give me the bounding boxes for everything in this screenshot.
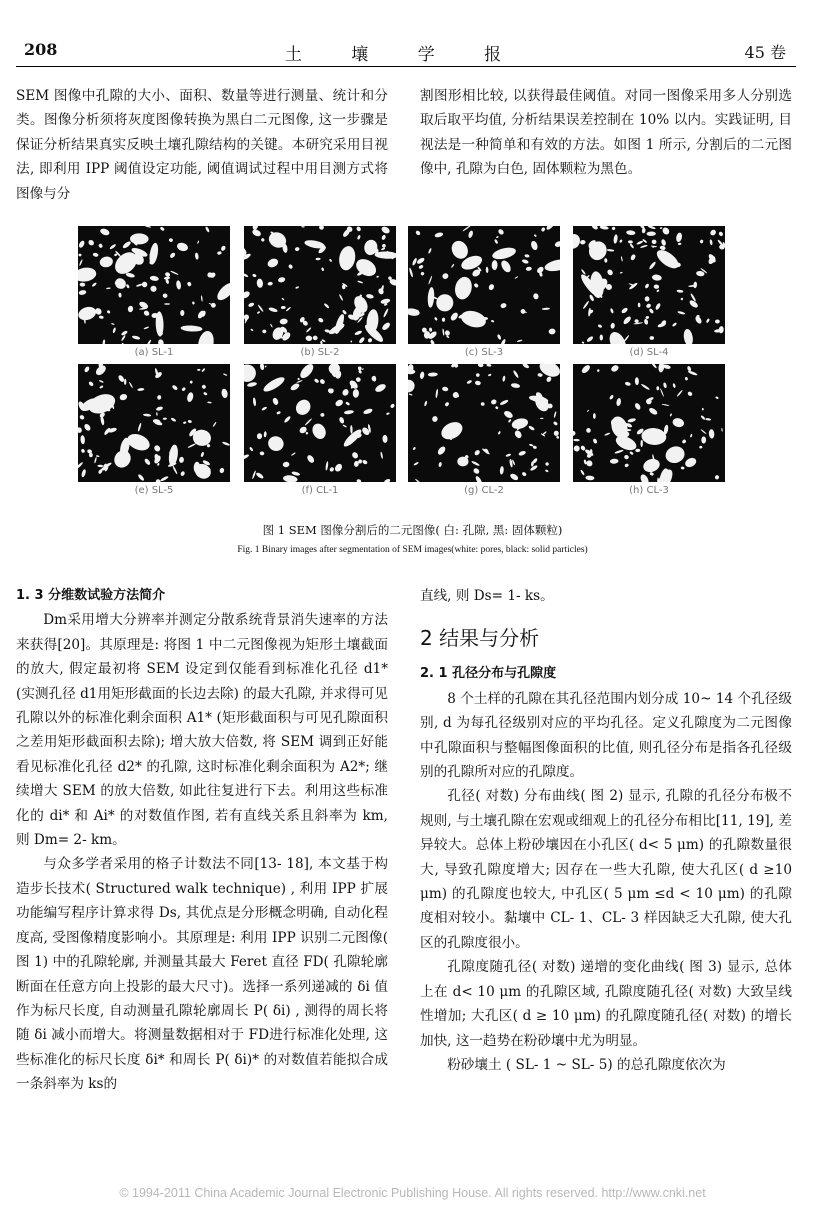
- bottom-right-column: [420, 584, 792, 1077]
- paragraph: 粉砂壤土 ( SL- 1 ~ SL- 5) 的总孔隙度依次为: [447, 1056, 726, 1073]
- header-rule: [16, 66, 796, 67]
- paragraph: 8 个土样的孔隙在其孔径范围内划分成 10~ 14 个孔径级别, d 为每孔径级别对应的平均孔径。定义孔隙度为二元图像中孔隙面积与整幅图像面积的比值, 则孔径分布是指各孔径级别的孔隙所对应的孔隙度。: [420, 690, 792, 781]
- binary-image: [78, 226, 230, 344]
- paragraph: Dm采用增大分辨率并测定分散系统背景消失速率的方法来获得[20]。其原理是: 将图 1 中二元图像视为矩形土壤截面的放大, 假定最初将 SEM 设定到仅能看到标准化孔径 d1* (实测孔径 d1用矩形截面的长边去除) 的最大孔隙, 并求得可见孔隙以外的标准化剩余面积 A1* (矩形截面积与可见孔隙面积之差用矩形截面积去除); 增大放大倍数, 将 SEM 调到正好能看见标准化孔径 d2* 的孔隙, 这时标准化剩余面积为 A2*; 继续增大 SEM 的放大倍数, 如此往复进行下去。利用这些标准化的 di* 和 Ai* 的对数值作图, 若有直线关系且斜率为 km, 则 Dm= 2- km。: [16, 612, 388, 849]
- binary-image: [573, 226, 725, 344]
- binary-image: [244, 364, 396, 482]
- binary-image-panel: [244, 364, 396, 482]
- panel-label: (h) CL-3: [629, 485, 669, 496]
- figure-caption-en: Fig. 1 Binary images after segmentation of SEM images(white: pores, black: solid particles): [237, 545, 588, 555]
- panel-label: (d) SL-4: [629, 347, 669, 358]
- binary-image-panel: [573, 364, 725, 482]
- paragraph: 与众多学者采用的格子计数法不同[13- 18], 本文基于构造步长技术( Structured walk technique) , 利用 IPP 扩展功能编写程序计算求得 Ds, 其优点是分形概念明确, 自动化程度高, 受图像精度影响小。其原理是: 利用 IPP 识别二元图像( 图 1) 中的孔隙轮廓, 并测量其最大 Feret 直径 FD( 孔隙轮廓断面在任意方向上投影的最大尺寸)。选择一系列递减的 δi 值作为标尺长度, 自动测量孔隙轮廓周长 P( δi) , 测得的周长将随 δi 减小而增大。将测量数据相对于 FD进行标准化处理, 这些标准化的标尺长度 δi* 和周长 P( δi)* 的对数值若能拟合成一条斜率为 ks的: [16, 856, 388, 1093]
- top-left-column: [16, 84, 388, 206]
- journal-title: 土 壤 学 报: [284, 45, 524, 65]
- binary-image: [78, 364, 230, 482]
- binary-image-panel: [244, 226, 396, 344]
- volume-label: 45 卷: [744, 43, 786, 62]
- section-heading-2: 2 结果与分析: [420, 626, 540, 651]
- panel-label: (c) SL-3: [464, 347, 504, 358]
- paragraph-continuation: 直线, 则 Ds= 1- ks。: [420, 588, 554, 604]
- binary-image-panel: [78, 226, 230, 344]
- binary-image: [244, 226, 396, 344]
- panel-label: (f) CL-1: [301, 485, 339, 496]
- bottom-left-column: [16, 584, 388, 1097]
- figure-1: [78, 226, 748, 508]
- panel-label: (g) CL-2: [464, 485, 504, 496]
- binary-image: [573, 364, 725, 482]
- binary-image: [408, 226, 560, 344]
- panel-label: (b) SL-2: [300, 347, 340, 358]
- paragraph: SEM 图像中孔隙的大小、面积、数量等进行测量、统计和分类。图像分析须将灰度图像转换为黑白二元图像, 这一步骤是保证分析结果真实反映土壤孔隙结构的关键。本研究采用目视法, 即利用 IPP 阈值设定功能, 阈值调试过程中用目测方式将图像与分: [16, 88, 388, 202]
- page-header: [16, 40, 792, 66]
- panel-label: (e) SL-5: [134, 485, 174, 496]
- top-right-column: [420, 84, 792, 182]
- copyright-footer: © 1994-2011 China Academic Journal Electronic Publishing House. All rights reserved. http://www.cnki.net: [119, 1186, 706, 1200]
- binary-image-panel: [408, 364, 560, 482]
- binary-image: [408, 364, 560, 482]
- paragraph: 割图形相比较, 以获得最佳阈值。对同一图像采用多人分别选取后取平均值, 分析结果误差控制在 10% 以内。实践证明, 目视法是一种简单和有效的方法。如图 1 所示, 分割后的二元图像中, 孔隙为白色, 固体颗粒为黑色。: [420, 88, 792, 178]
- paragraph: 孔隙度随孔径( 对数) 递增的变化曲线( 图 3) 显示, 总体上在 d< 10 μm 的孔隙区域, 孔隙度随孔径( 对数) 大致呈线性增加; 大孔区( d ≥ 10 μm) 的孔隙度随孔径( 对数) 的增长加快, 这一趋势在粉砂壤中尤为明显。: [420, 959, 792, 1049]
- binary-image-panel: [573, 226, 725, 344]
- paragraph: 孔径( 对数) 分布曲线( 图 2) 显示, 孔隙的孔径分布极不规则, 与土壤孔隙在宏观或细观上的孔径分布相比[11, 19], 差异较大。总体上粉砂壤因在小孔区( d< 5 μm) 的孔隙数量很大, 导致孔隙度增大; 因存在一些大孔隙, 使大孔区( d ≥10 μm) 的孔隙度也较大, 中孔区( 5 μm ≤d < 10 μm) 的孔隙度相对较小。黏壤中 CL- 1、CL- 3 样因缺乏大孔隙, 使大孔区的孔隙度很小。: [420, 788, 792, 951]
- binary-image-panel: [408, 226, 560, 344]
- page-number: 208: [24, 40, 58, 59]
- section-heading-1-3: 1. 3 分维数试验方法简介: [16, 588, 166, 603]
- section-heading-2-1: 2. 1 孔径分布与孔隙度: [420, 666, 557, 682]
- figure-caption-cn: 图 1 SEM 图像分割后的二元图像( 白: 孔隙, 黑: 固体颗粒): [262, 523, 563, 537]
- binary-image-panel: [78, 364, 230, 482]
- panel-label: (a) SL-1: [134, 347, 174, 358]
